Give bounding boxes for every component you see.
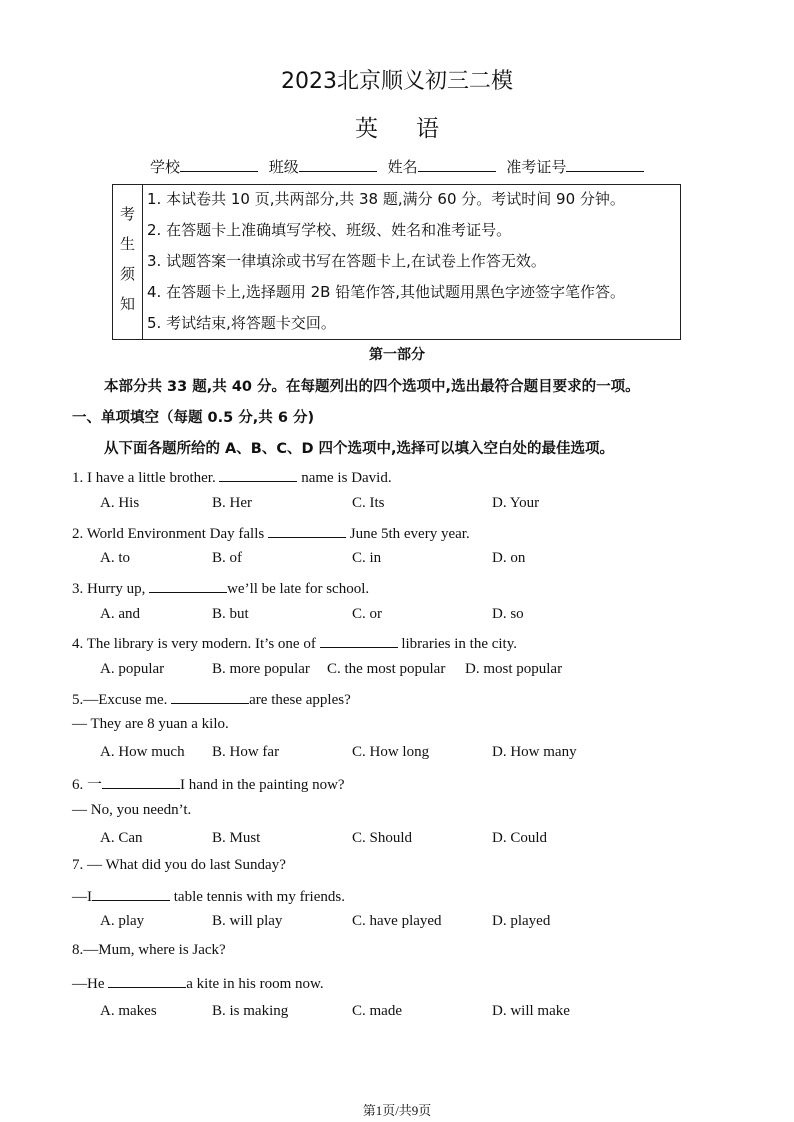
option-d[interactable]: D. most popular [465, 661, 563, 677]
option-b[interactable]: B. Her [212, 495, 252, 511]
question-stem: 7. — What did you do last Sunday? [72, 857, 286, 873]
answer-blank[interactable] [108, 973, 186, 988]
stem-text: name is David. [297, 470, 392, 486]
option-a[interactable]: A. to [100, 550, 130, 566]
option-c[interactable]: C. or [352, 606, 382, 622]
option-a[interactable]: A. Can [100, 830, 143, 846]
option-b[interactable]: B. is making [212, 1003, 289, 1019]
answer-blank[interactable] [320, 633, 398, 648]
notice-item: 4. 在答题卡上,选择题用 2B 铅笔作答,其他试题用黑色字迹签字笔作答。 [147, 283, 625, 301]
option-d[interactable]: D. Could [492, 830, 548, 846]
option-c[interactable]: C. have played [352, 913, 442, 929]
name-blank[interactable] [418, 157, 496, 172]
option-a[interactable]: A. popular [100, 661, 165, 677]
notice-item: 3. 试题答案一律填涂或书写在答题卡上,在试卷上作答无效。 [147, 252, 546, 270]
stem-text: I hand in the painting now? [180, 777, 345, 793]
stem-text: 4. The library is very modern. It’s one of [72, 636, 320, 652]
notice-side-char: 须 [120, 265, 136, 283]
stem-text: 5.—Excuse me. [72, 692, 172, 708]
stem-text: are these apples? [249, 692, 351, 708]
name-label: 姓名 [387, 158, 418, 176]
part-intro: 本部分共 33 题,共 40 分。在每题列出的四个选项中,选出最符合题目要求的一项。 [104, 379, 640, 395]
subject-title: 英语 [355, 116, 477, 142]
stem-text: libraries in the city. [397, 636, 518, 652]
question-reply: — No, you needn’t. [72, 802, 192, 818]
option-c[interactable]: C. Its [352, 495, 385, 511]
student-info-row [150, 156, 650, 177]
answer-blank[interactable] [219, 467, 297, 482]
section-title: 一、单项填空（每题 0.5 分,共 6 分) [72, 410, 315, 426]
exam-notice-box [112, 184, 681, 340]
stem-text: June 5th every year. [345, 526, 470, 542]
question-reply [72, 973, 324, 993]
option-d[interactable]: D. so [492, 606, 524, 622]
option-d[interactable]: D. will make [492, 1003, 570, 1019]
option-d[interactable]: D. How many [492, 744, 577, 760]
option-d[interactable]: D. played [492, 913, 551, 929]
answer-blank[interactable] [171, 689, 249, 704]
stem-text: a kite in his room now. [186, 976, 324, 992]
notice-side-char: 生 [120, 235, 136, 253]
stem-text: table tennis with my friends. [170, 889, 345, 905]
option-a[interactable]: A. makes [100, 1003, 157, 1019]
question-stem [72, 689, 351, 709]
notice-item: 1. 本试卷共 10 页,共两部分,共 38 题,满分 60 分。考试时间 90 分钟。 [147, 190, 625, 208]
option-a[interactable]: A. play [100, 913, 145, 929]
question-stem [72, 523, 470, 543]
option-a[interactable]: A. His [100, 495, 140, 511]
option-c[interactable]: C. made [352, 1003, 402, 1019]
school-label: 学校 [150, 158, 181, 176]
stem-text: 1. I have a little brother. [72, 470, 220, 486]
option-b[interactable]: B. of [212, 550, 242, 566]
exam-number-label: 准考证号 [506, 158, 567, 176]
stem-text: we’ll be late for school. [227, 581, 370, 597]
answer-blank[interactable] [268, 523, 346, 538]
stem-text: 2. World Environment Day falls [72, 526, 268, 542]
answer-blank[interactable] [149, 578, 227, 593]
question-stem [72, 633, 517, 653]
stem-text: 6. 一 [72, 777, 103, 793]
option-b[interactable]: B. but [212, 606, 249, 622]
question-stem [72, 578, 369, 598]
option-d[interactable]: D. on [492, 550, 526, 566]
question-reply [72, 886, 345, 906]
question-stem [72, 467, 392, 487]
option-c[interactable]: C. Should [352, 830, 413, 846]
notice-side-label [113, 185, 143, 339]
option-b[interactable]: B. How far [212, 744, 280, 760]
option-b[interactable]: B. Must [212, 830, 261, 846]
option-c[interactable]: C. How long [352, 744, 430, 760]
answer-blank[interactable] [92, 886, 170, 901]
notice-side-char: 考 [120, 205, 136, 223]
page-footer: 第1页/共9页 [362, 1103, 432, 1118]
part-title: 第一部分 [369, 347, 425, 363]
option-c[interactable]: C. in [352, 550, 382, 566]
class-blank[interactable] [299, 157, 377, 172]
exam-number-blank[interactable] [566, 157, 644, 172]
section-instruction: 从下面各题所给的 A、B、C、D 四个选项中,选择可以填入空白处的最佳选项。 [104, 441, 615, 457]
question-stem [72, 773, 345, 794]
notice-side-char: 知 [120, 295, 136, 313]
option-b[interactable]: B. more popular [212, 661, 310, 677]
question-reply: — They are 8 yuan a kilo. [72, 716, 229, 732]
answer-blank[interactable] [102, 774, 180, 789]
option-a[interactable]: A. How much [100, 744, 185, 760]
option-b[interactable]: B. will play [212, 913, 283, 929]
notice-item: 2. 在答题卡上准确填写学校、班级、姓名和准考证号。 [147, 221, 512, 239]
class-label: 班级 [268, 158, 299, 176]
stem-text: —He [72, 976, 109, 992]
option-d[interactable]: D. Your [492, 495, 540, 511]
school-blank[interactable] [180, 157, 258, 172]
question-stem: 8.—Mum, where is Jack? [72, 942, 226, 958]
page-title: 2023北京顺义初三二模 [281, 69, 513, 94]
option-c[interactable]: C. the most popular [327, 661, 446, 677]
option-a[interactable]: A. and [100, 606, 140, 622]
stem-text: —I [72, 889, 92, 905]
stem-text: 3. Hurry up, [72, 581, 150, 597]
notice-item: 5. 考试结束,将答题卡交回。 [147, 314, 336, 332]
